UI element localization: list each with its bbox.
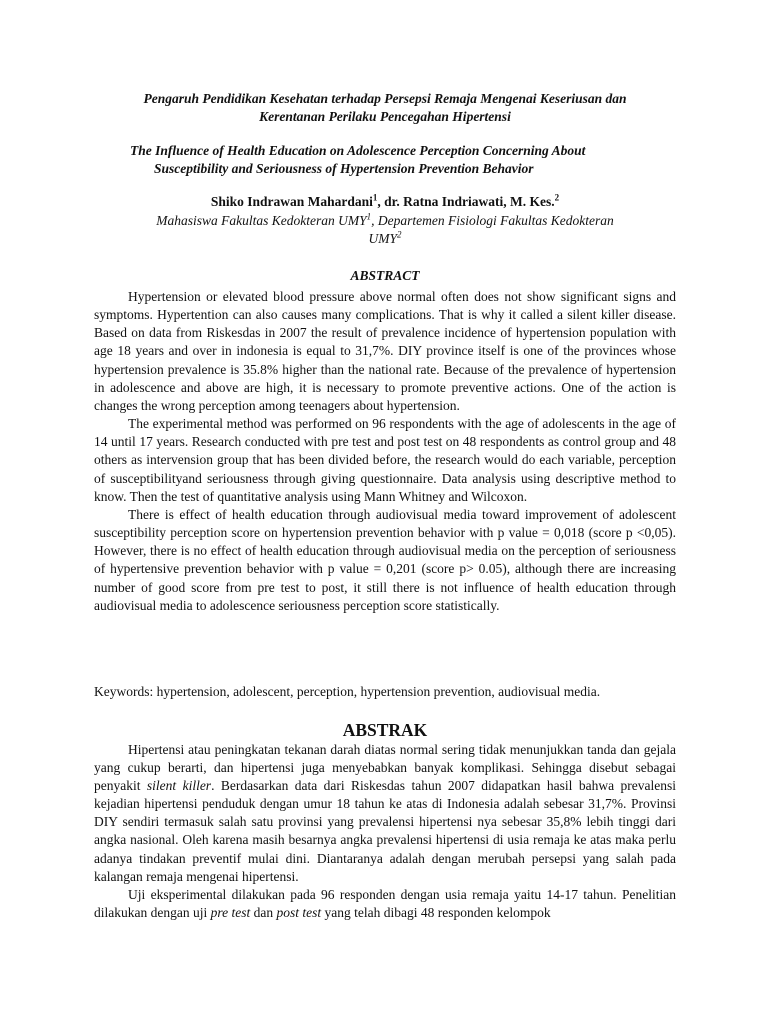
abstrak-paragraph-2 [94, 886, 676, 922]
author-list [94, 193, 676, 211]
abstrak-paragraph-1 [94, 741, 676, 886]
abstrak-p2-text-a: Uji eksperimental dilakukan pada 96 responden dengan usia remaja yaitu 14-17 tahun. Penelitian dilakukan dengan uji [94, 886, 676, 920]
abstract-paragraph-3: There is effect of health education through audiovisual media toward improvement of adolescent susceptibility perception score on hypertension prevention behavior with p value = 0,018 (score p <0,05). However, there is no effect of health education through audiovisual media on the perception of seriousness of hypertensive prevention behavior with p value = 0,201 (score p> 0.05), although there are increasing number of good score from pre test to post, it still there is not influence of health education through audiovisual media to adolescence seriousness perception score statistically. [94, 506, 676, 613]
abstrak-indonesian [94, 741, 676, 922]
title-english-line1: The Influence of Health Education on Adolescence Perception Concerning About [130, 143, 586, 158]
title-indonesian-line1: Pengaruh Pendidikan Kesehatan terhadap Persepsi Remaja Mengenai Keseriusan dan [143, 91, 627, 106]
affiliation-part1: Mahasiswa Fakultas Kedokteran UMY [156, 213, 367, 228]
title-indonesian [94, 90, 676, 126]
keywords: Keywords: hypertension, adolescent, perception, hypertension prevention, audiovisual media. [94, 684, 601, 699]
abstrak-p2-text-b: dan [250, 904, 277, 920]
affiliation-part3: UMY [368, 231, 397, 246]
abstract-english [94, 288, 676, 615]
abstrak-p1-italic: silent killer [146, 778, 212, 794]
title-indonesian-line2: Kerentanan Perilaku Pencegahan Hipertensi [259, 109, 511, 124]
abstract-paragraph-2: The experimental method was performed on 96 respondents with the age of adolescents in the age of 14 until 17 years. Research conducted with pre test and post test on 48 respondents as control group and 48 others as intervension group that has been divided before, the research would do each variable, perception of susceptibilityand seriousness through giving questionnaire. Data analysis using descriptive method to know. Then the test of quantitative analysis using Mann Whitney and Wilcoxon. [94, 416, 676, 504]
affiliations [94, 212, 676, 248]
abstrak-p1-text-b: . Berdasarkan data dari Riskesdas tahun 2007 didapatkan hasil bahwa prevalensi kejadian hipertensi penduduk dengan umur 18 tahun ke atas di Indonesia adalah sebesar 31,7%. Provinsi DIY sendiri termasuk salah satu provinsi yang prevalensi hipertensi nya sebesar 35,8% lebih tinggi dari angka nasional. Oleh karena masih besarnya angka prevalensi hipertensi di usia remaja ke atas maka perlu adanya tindakan preventif mulai dini. Diantaranya adalah dengan merubah persepsi yang salah pada kalangan remaja mengenai hipertensi. [94, 778, 676, 884]
abstrak-p2-italic-posttest: post test [276, 904, 322, 920]
abstrak-p1-text-a: Hipertensi atau peningkatan tekanan darah diatas normal sering tidak menunjukkan tanda dan gejala yang cukup berarti, dan hipertensi juga menyebabkan banyak komplikasi. Sehingga disebut sebagai penyakit [94, 742, 676, 794]
title-english-line2: Susceptibility and Seriousness of Hypertension Prevention Behavior [154, 161, 534, 176]
title-english [130, 142, 675, 178]
affiliation-part2: , Departemen Fisiologi Fakultas Kedokteran [371, 213, 614, 228]
author-2-superscript: 2 [554, 192, 560, 203]
affiliation-superscript-2: 2 [397, 229, 402, 240]
author-separator: , [377, 194, 385, 209]
author-1: Shiko Indrawan Mahardani [210, 194, 373, 209]
abstrak-p2-text-c: yang telah dibagi 48 responden kelompok [321, 904, 551, 920]
affiliation-superscript-1: 1 [366, 211, 372, 222]
author-2: dr. Ratna Indriawati, M. Kes. [384, 194, 555, 209]
author-1-superscript: 1 [372, 192, 378, 203]
abstract-heading: ABSTRACT [350, 268, 420, 283]
abstrak-heading: ABSTRAK [342, 720, 428, 740]
abstract-paragraph-1: Hypertension or elevated blood pressure above normal often does not show significant signs and symptoms. Hypertention can also causes many complications. That is why it called a silent killer disease. Based on data from Riskesdas in 2007 the result of prevalence incidence of hypertension population with age 18 years and over in indonesia is equal to 31,7%. DIY province itself is one of the provinces whose hypertension prevalence is 35.8% higher than the national rate. Because of the prevalence of hypertension in adolescence and above are high, it is necessary to promote preventive actions. One of the action is changes the wrong perception among teenagers about hypertension. [94, 289, 676, 413]
abstrak-p2-italic-pretest: pre test [210, 904, 251, 920]
